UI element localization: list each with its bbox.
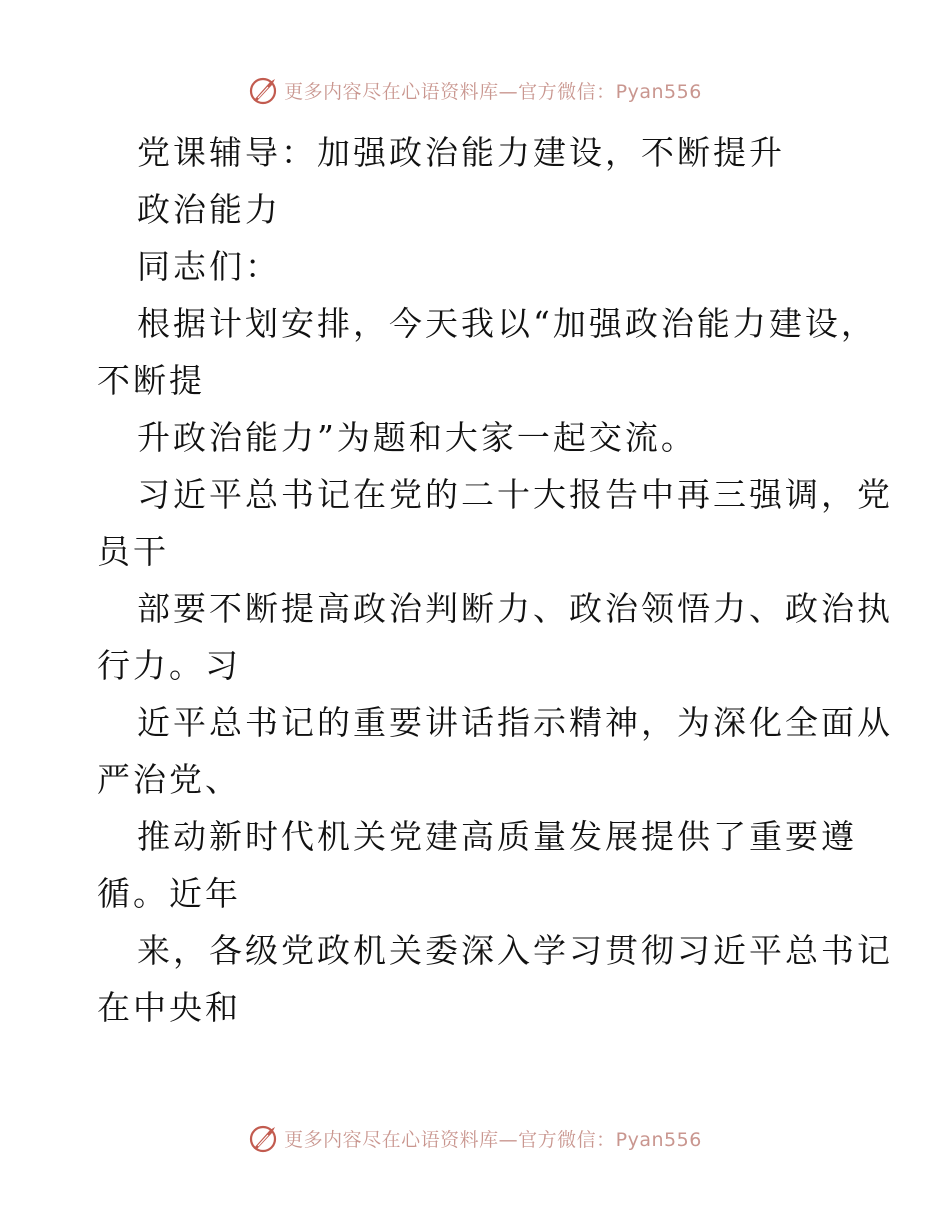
doc-title-line-2: 政治能力 [137,190,281,229]
paragraph-line: 近平总书记的重要讲话指示精神，为深化全面从 [137,703,893,742]
document-body [97,124,893,1036]
paragraph-line: 升政治能力”为题和大家一起交流。 [137,418,697,457]
paragraph-line: 行力。习 [97,646,241,685]
watermark-text: 更多内容尽在心语资料库—官方微信：Pyan556 [284,1128,702,1151]
footer-watermark-banner [0,1118,950,1158]
watermark-text: 更多内容尽在心语资料库—官方微信：Pyan556 [284,80,702,103]
pen-nib-logo-icon [248,74,280,106]
paragraph-line: 在中央和 [97,988,241,1027]
header-watermark-banner [0,70,950,110]
paragraph-line: 员干 [97,532,169,571]
doc-title-line-1: 党课辅导：加强政治能力建设，不断提升 [137,133,785,172]
paragraph-line: 推动新时代机关党建高质量发展提供了重要遵 [137,817,857,856]
paragraph-line: 习近平总书记在党的二十大报告中再三强调，党 [137,475,893,514]
paragraph-line: 来，各级党政机关委深入学习贯彻习近平总书记 [137,931,893,970]
paragraph-line: 不断提 [97,361,205,400]
paragraph-line: 根据计划安排，今天我以“加强政治能力建设， [137,304,877,343]
pen-nib-logo-icon [248,1122,280,1154]
paragraph-line: 严治党、 [97,760,241,799]
paragraph-line: 部要不断提高政治判断力、政治领悟力、政治执 [137,589,893,628]
greeting-line: 同志们： [137,247,281,286]
paragraph-line: 循。近年 [97,874,241,913]
